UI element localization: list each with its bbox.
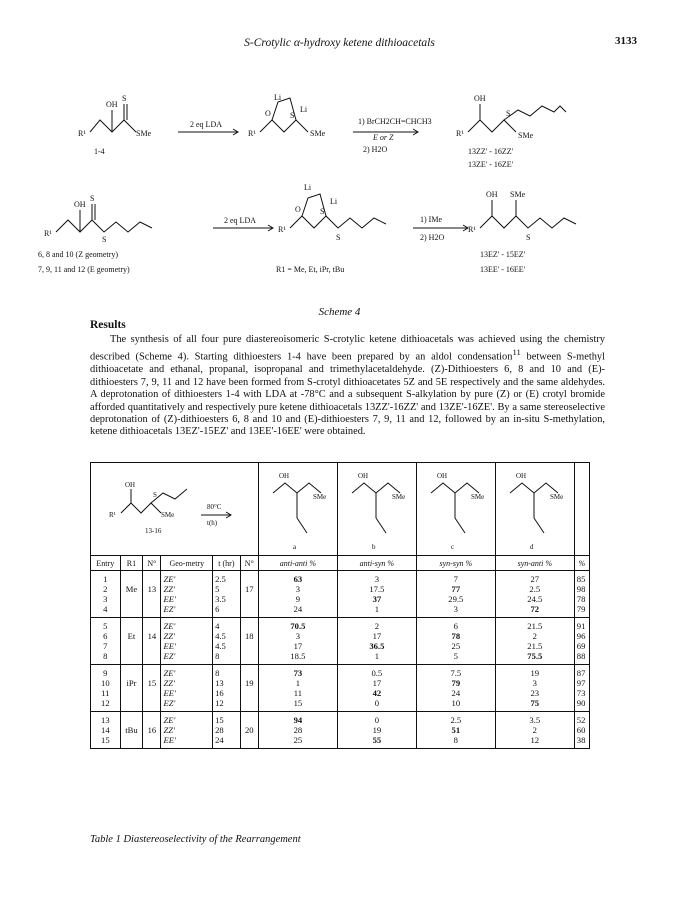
svg-text:SMe: SMe <box>310 129 326 138</box>
column-header: N° <box>143 556 161 571</box>
r1-value: tBu <box>125 725 138 735</box>
time-value: 8 <box>215 651 220 661</box>
svg-text:Li: Li <box>304 183 312 192</box>
svg-text:Li: Li <box>330 197 338 206</box>
geometry-value: ZZ' <box>163 678 175 688</box>
svg-text:S: S <box>526 233 531 242</box>
anti-anti-value: 9 <box>295 594 301 604</box>
geometry-value: EE' <box>163 641 176 651</box>
reactant-label: 13-16 <box>145 527 162 535</box>
product-b-cell <box>337 463 416 556</box>
yield-value: 96 <box>576 631 586 641</box>
product-c-cell <box>416 463 495 556</box>
reactant-structure-cell <box>91 463 259 556</box>
anti-anti-value: 17 <box>293 641 303 651</box>
time-value: 15 <box>215 715 224 725</box>
product-a-cell <box>258 463 337 556</box>
time-value: 3.5 <box>215 594 226 604</box>
results-text-2: between S-methyl dithioacetate and ethanal, propanal, isopropanal and trimethylacetaldehyde. (Z)-Dithioesters 6, 8 and 10 and (E)-dithioesters 7, 9, 11 and 12 have been formed from S-crotyl dithioacetates 5Z and 5E respectively and the same aldehydes. A deprotonation of dithioesters 1-4 with LDA at -78°C and a subsequent S-alkylation by pure (Z) or (E) crotyl bromide afforded quantitatively and respectively pure ketene dithioacetals 13ZZ'-16ZZ' and 13ZE'-16ZE'. By a same stereoselective deprotonation of (Z)-dithioesters 6, 8 and 10 and (E)-dithioesters 7, 9, 11 and 12, followed by an in-situ S-methylation, ketene dithioacetals 13EZ'-15EZ' and 13EE'-16EE' were obtained. <box>90 351 605 438</box>
table-1 <box>90 462 590 749</box>
table-caption: Table 1 Diastereoselectivity of the Rearrangement <box>90 834 301 845</box>
anti-syn-value: 0.5 <box>371 668 383 678</box>
reactant-number-cell <box>143 571 161 618</box>
anti-anti-value: 94 <box>293 715 303 725</box>
svg-text:O: O <box>295 205 301 214</box>
anti-anti-cell <box>258 665 337 712</box>
column-header: Entry <box>91 556 121 571</box>
svg-text:OH: OH <box>436 472 447 480</box>
column-header: N° <box>240 556 258 571</box>
time-value: 4.5 <box>215 641 226 651</box>
svg-text:SMe: SMe <box>518 131 534 140</box>
anti-syn-value: 55 <box>372 735 382 745</box>
geometry-value: ZE' <box>163 668 176 678</box>
entry-value: 7 <box>103 641 108 651</box>
anti-syn-value: 36.5 <box>369 641 385 651</box>
product-c-structure <box>421 463 491 553</box>
yield-value: 88 <box>576 651 586 661</box>
yield-struct-cell <box>574 463 589 556</box>
syn-syn-cell <box>416 665 495 712</box>
syn-syn-value: 25 <box>451 641 461 651</box>
anti-syn-value: 3 <box>374 574 379 584</box>
svg-text:Li: Li <box>300 105 308 114</box>
svg-text:S: S <box>506 109 511 118</box>
geometry-value: EZ' <box>163 698 176 708</box>
syn-syn-value: 3 <box>453 604 458 614</box>
svg-text:R¹: R¹ <box>278 225 286 234</box>
diastereoselectivity-table <box>90 462 590 749</box>
syn-anti-value: 19 <box>530 668 540 678</box>
column-header: Geo-metry <box>161 556 213 571</box>
anti-anti-cell <box>258 571 337 618</box>
yield-value: 97 <box>576 678 586 688</box>
geometry-value: ZZ' <box>163 725 175 735</box>
syn-anti-value: 75 <box>530 698 540 708</box>
entry-value: 10 <box>101 678 110 688</box>
time-value: 4 <box>215 621 220 631</box>
r1-value: iPr <box>126 678 137 688</box>
syn-anti-value: 2 <box>532 631 537 641</box>
product-number-cell <box>240 571 258 618</box>
product-d-structure <box>500 463 570 553</box>
entry-value: 8 <box>103 651 108 661</box>
product-number-value: 20 <box>245 725 254 735</box>
svg-text:S: S <box>336 233 341 242</box>
syn-syn-value: 24 <box>451 688 461 698</box>
syn-syn-value: 5 <box>453 651 458 661</box>
row1-arrow1-label: 2 eq LDA <box>190 120 222 129</box>
reactant-number-cell <box>143 712 161 749</box>
svg-text:a: a <box>292 543 296 551</box>
row1-start-label: 1-4 <box>94 147 105 156</box>
syn-syn-value: 51 <box>451 725 461 735</box>
anti-anti-value: 3 <box>295 584 301 594</box>
scheme-label: Scheme 4 <box>318 306 361 318</box>
anti-syn-cell <box>337 618 416 665</box>
product-a-structure <box>263 463 333 553</box>
yield-value: 85 <box>576 574 586 584</box>
svg-text:R¹: R¹ <box>78 129 86 138</box>
table-row-group <box>91 712 590 749</box>
anti-anti-cell <box>258 618 337 665</box>
product-number-cell <box>240 712 258 749</box>
product-number-value: 18 <box>245 631 254 641</box>
syn-anti-cell <box>495 665 574 712</box>
anti-anti-value: 18.5 <box>290 651 306 661</box>
column-header: syn-syn % <box>416 556 495 571</box>
svg-text:OH: OH <box>357 472 368 480</box>
r1-value: Et <box>127 631 136 641</box>
syn-syn-value: 8 <box>453 735 458 745</box>
yield-cell <box>574 712 589 749</box>
svg-text:S: S <box>90 194 95 203</box>
reactant-number-value: 14 <box>147 631 157 641</box>
svg-text:S: S <box>320 207 325 216</box>
oh-label: OH <box>106 100 118 109</box>
svg-text:SMe: SMe <box>161 511 175 519</box>
svg-text:Li: Li <box>274 93 282 102</box>
product-number-value: 17 <box>245 584 254 594</box>
time-value: 13 <box>215 678 224 688</box>
anti-syn-cell <box>337 665 416 712</box>
page-number: 3133 <box>615 35 637 47</box>
entry-value: 6 <box>103 631 108 641</box>
product-b-structure <box>342 463 412 553</box>
svg-text:SMe: SMe <box>549 493 564 501</box>
svg-text:R¹: R¹ <box>44 229 52 238</box>
time-cell <box>213 571 241 618</box>
entry-value: 11 <box>101 688 110 698</box>
row2-arrow2-line2: 2) H2O <box>420 233 445 242</box>
geometry-value: ZE' <box>163 621 176 631</box>
anti-syn-value: 1 <box>374 651 379 661</box>
results-heading: Results <box>90 319 126 331</box>
anti-syn-value: 0 <box>374 715 379 725</box>
structure-row <box>91 463 590 556</box>
time-value: 28 <box>215 725 224 735</box>
anti-syn-cell <box>337 571 416 618</box>
anti-anti-value: 1 <box>295 678 301 688</box>
svg-text:d: d <box>529 543 534 551</box>
entry-value: 14 <box>101 725 110 735</box>
row1-arrow2-line2: E or Z <box>373 133 394 142</box>
syn-anti-value: 3.5 <box>529 715 541 725</box>
svg-text:R¹: R¹ <box>109 511 116 519</box>
row2-start-skeleton <box>56 220 152 232</box>
anti-anti-value: 63 <box>293 574 303 584</box>
syn-anti-cell <box>495 618 574 665</box>
svg-text:OH: OH <box>486 190 498 199</box>
svg-text:R¹: R¹ <box>456 129 464 138</box>
row1-product-skeleton <box>468 120 516 132</box>
geometry-value: EE' <box>163 735 176 745</box>
syn-anti-value: 72 <box>530 604 540 614</box>
svg-text:S: S <box>102 235 107 244</box>
time-value: 5 <box>215 584 220 594</box>
geometry-value: EZ' <box>163 604 176 614</box>
yield-cell <box>574 665 589 712</box>
yield-value: 78 <box>576 594 586 604</box>
geometry-value: ZZ' <box>163 584 175 594</box>
running-header-title: S-Crotylic α-hydroxy ketene dithioacetals <box>244 37 435 49</box>
svg-text:S: S <box>153 491 157 499</box>
geometry-value: ZE' <box>163 715 176 725</box>
anti-anti-value: 15 <box>293 698 303 708</box>
yield-value: 69 <box>576 641 586 651</box>
geometry-cell <box>161 712 213 749</box>
entry-value: 9 <box>103 668 108 678</box>
geometry-cell <box>161 618 213 665</box>
anti-syn-value: 17 <box>372 631 382 641</box>
row2-arrow1-label: 2 eq LDA <box>224 216 256 225</box>
yield-cell <box>574 571 589 618</box>
entry-value: 1 <box>103 574 108 584</box>
r1-cell <box>120 618 143 665</box>
entry-value: 12 <box>101 698 110 708</box>
anti-anti-value: 28 <box>293 725 303 735</box>
svg-text:OH: OH <box>74 200 86 209</box>
syn-syn-value: 10 <box>451 698 461 708</box>
yield-value: 52 <box>576 715 586 725</box>
anti-syn-cell <box>337 712 416 749</box>
row1-product-line1: 13ZZ' - 16ZZ' <box>468 147 514 156</box>
anti-syn-value: 1 <box>374 604 379 614</box>
syn-anti-value: 2.5 <box>529 584 541 594</box>
svg-text:OH: OH <box>125 481 136 489</box>
geometry-value: EE' <box>163 594 176 604</box>
time-value: 16 <box>215 688 224 698</box>
reactant-number-cell <box>143 618 161 665</box>
entry-cell <box>91 712 121 749</box>
column-header-row <box>91 556 590 571</box>
entry-value: 2 <box>103 584 108 594</box>
syn-syn-value: 77 <box>451 584 461 594</box>
syn-anti-value: 75.5 <box>527 651 543 661</box>
anti-syn-value: 2 <box>374 621 379 631</box>
r1-cell <box>120 665 143 712</box>
anti-anti-value: 24 <box>293 604 303 614</box>
svg-text:SMe: SMe <box>391 493 406 501</box>
svg-text:OH: OH <box>278 472 290 480</box>
r1-value: Me <box>125 584 138 594</box>
svg-text:OH: OH <box>474 94 486 103</box>
geometry-value: EZ' <box>163 651 176 661</box>
svg-text:SMe: SMe <box>510 190 526 199</box>
syn-syn-value: 6 <box>453 621 458 631</box>
anti-syn-value: 37 <box>372 594 382 604</box>
entry-value: 13 <box>101 715 110 725</box>
anti-syn-value: 0 <box>374 698 379 708</box>
yield-value: 60 <box>576 725 586 735</box>
syn-anti-value: 3 <box>532 678 537 688</box>
syn-anti-value: 12 <box>530 735 540 745</box>
product-number-cell <box>240 618 258 665</box>
entry-value: 5 <box>103 621 108 631</box>
r1-cell <box>120 712 143 749</box>
table-row-group <box>91 618 590 665</box>
yield-value: 98 <box>576 584 586 594</box>
entry-value: 3 <box>103 594 108 604</box>
geometry-value: ZZ' <box>163 631 175 641</box>
syn-anti-value: 24.5 <box>527 594 543 604</box>
anti-anti-cell <box>258 712 337 749</box>
time-value: 12 <box>215 698 224 708</box>
anti-syn-value: 42 <box>372 688 382 698</box>
row1-start-skeleton <box>90 120 136 132</box>
product-number-value: 19 <box>245 678 254 688</box>
time-label: t(h) <box>207 519 218 527</box>
svg-text:b: b <box>371 543 376 551</box>
yield-value: 90 <box>576 698 586 708</box>
svg-text:S: S <box>122 94 127 103</box>
syn-syn-cell <box>416 712 495 749</box>
table-row-group <box>91 665 590 712</box>
yield-value: 79 <box>576 604 586 614</box>
syn-anti-value: 27 <box>530 574 540 584</box>
time-cell <box>213 712 241 749</box>
row1-arrow2-line3: 2) H2O <box>363 145 388 154</box>
syn-anti-cell <box>495 712 574 749</box>
svg-text:S: S <box>290 111 295 120</box>
entry-cell <box>91 618 121 665</box>
anti-anti-value: 70.5 <box>290 621 306 631</box>
reactant-structure <box>91 463 241 553</box>
syn-syn-value: 7.5 <box>450 668 462 678</box>
column-header: anti-anti % <box>258 556 337 571</box>
results-paragraph <box>90 334 605 439</box>
yield-value: 91 <box>576 621 586 631</box>
syn-anti-value: 2 <box>532 725 537 735</box>
reactant-number-value: 13 <box>147 584 157 594</box>
yield-value: 87 <box>576 668 586 678</box>
syn-syn-value: 79 <box>451 678 461 688</box>
row2-start-line1: 6, 8 and 10 (Z geometry) <box>38 250 118 259</box>
citation-superscript: 11 <box>512 347 521 358</box>
syn-anti-value: 21.5 <box>527 641 543 651</box>
time-value: 6 <box>215 604 220 614</box>
column-header: R1 <box>120 556 143 571</box>
anti-syn-value: 19 <box>372 725 382 735</box>
row1-enolate-skeleton <box>260 120 308 132</box>
table-row-group <box>91 571 590 618</box>
time-value: 4.5 <box>215 631 226 641</box>
results-text-1: The synthesis of all four pure diastereoisomeric S-crotylic ketene dithioacetals was achieved using the chemistry described (Scheme 4). Starting dithioesters 1-4 have been prepared by an aldol condensation <box>90 334 605 363</box>
reactant-number-value: 16 <box>147 725 157 735</box>
r1-cell <box>120 571 143 618</box>
time-value: 24 <box>215 735 224 745</box>
anti-syn-value: 17 <box>372 678 382 688</box>
entry-value: 15 <box>101 735 110 745</box>
row1-product-line2: 13ZE' - 16ZE' <box>468 160 514 169</box>
anti-syn-value: 17.5 <box>369 584 385 594</box>
row1-arrow2-line1: 1) BrCH2CH=CHCH3 <box>358 117 432 126</box>
row2-product-skeleton <box>480 216 576 228</box>
entry-value: 4 <box>103 604 108 614</box>
svg-text:R¹: R¹ <box>248 129 256 138</box>
syn-syn-value: 29.5 <box>448 594 464 604</box>
row2-product-line1: 13EZ' - 15EZ' <box>480 250 526 259</box>
syn-syn-value: 2.5 <box>450 715 462 725</box>
scheme-4-figure <box>28 82 648 312</box>
row2-arrow2-line1: 1) IMe <box>420 215 442 224</box>
condition-label: 80°C <box>207 503 222 511</box>
svg-text:R¹: R¹ <box>468 225 476 234</box>
entry-cell <box>91 665 121 712</box>
column-header: syn-anti % <box>495 556 574 571</box>
svg-text:SMe: SMe <box>312 493 327 501</box>
time-value: 8 <box>215 668 220 678</box>
reactant-number-cell <box>143 665 161 712</box>
reactant-number-value: 15 <box>147 678 157 688</box>
svg-text:c: c <box>450 543 454 551</box>
yield-cell <box>574 618 589 665</box>
column-header: % <box>574 556 589 571</box>
column-header: t (hr) <box>213 556 241 571</box>
row2-enolate-skeleton <box>290 216 386 228</box>
syn-anti-value: 21.5 <box>527 621 543 631</box>
svg-text:SMe: SMe <box>136 129 152 138</box>
product-d-cell <box>495 463 574 556</box>
geometry-value: EE' <box>163 688 176 698</box>
syn-syn-value: 78 <box>451 631 461 641</box>
syn-syn-value: 7 <box>453 574 458 584</box>
syn-anti-value: 23 <box>530 688 540 698</box>
entry-cell <box>91 571 121 618</box>
syn-syn-cell <box>416 618 495 665</box>
column-header: anti-syn % <box>337 556 416 571</box>
time-cell <box>213 618 241 665</box>
yield-value: 73 <box>576 688 586 698</box>
row2-product-line2: 13EE' - 16EE' <box>480 265 526 274</box>
row2-start-line2: 7, 9, 11 and 12 (E geometry) <box>38 265 130 274</box>
product-number-cell <box>240 665 258 712</box>
time-cell <box>213 665 241 712</box>
time-value: 2.5 <box>215 574 226 584</box>
row2-substituents: R1 = Me, Et, iPr, tBu <box>276 265 345 274</box>
svg-text:OH: OH <box>515 472 526 480</box>
anti-anti-value: 11 <box>293 688 303 698</box>
anti-anti-value: 73 <box>293 668 303 678</box>
geometry-cell <box>161 665 213 712</box>
anti-anti-value: 25 <box>293 735 303 745</box>
geometry-value: ZE' <box>163 574 176 584</box>
syn-syn-cell <box>416 571 495 618</box>
syn-anti-cell <box>495 571 574 618</box>
yield-value: 38 <box>576 735 586 745</box>
svg-text:SMe: SMe <box>470 493 485 501</box>
anti-anti-value: 3 <box>295 631 301 641</box>
svg-text:O: O <box>265 109 271 118</box>
geometry-cell <box>161 571 213 618</box>
